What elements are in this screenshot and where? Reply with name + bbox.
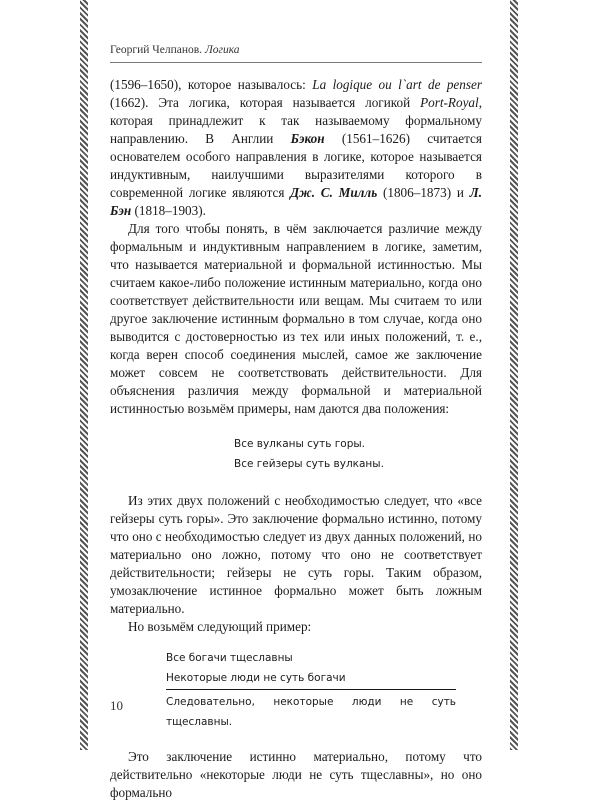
text-span: (1561–1626) считается основателем особого направления в логике, которое называется индуктивным, наилучшими выразителями которого в современной логике являются bbox=[110, 131, 482, 200]
running-header bbox=[110, 44, 482, 63]
book-title-french: La logique ou l`art de penser bbox=[312, 77, 482, 92]
name-bain: Л. Бэн bbox=[110, 185, 482, 218]
text-span: (1818–1903). bbox=[131, 203, 206, 218]
decorative-border-left bbox=[80, 0, 88, 750]
paragraph-3: Из этих двух положений с необходимостью следует, что «все гейзеры суть горы». Это заключение формально истинно, потому что оно с необходимостью следует из двух данных положений, но материально оно ложно, потому что оно не соответствует действительности; гейзеры не суть горы. Таким образом, умозаключение истинное формально может быть ложным материально. bbox=[110, 493, 482, 616]
text-span: , которая принадлежит к так называемому формальному направлению. В Англии bbox=[110, 95, 482, 146]
name-bacon: Бэкон bbox=[290, 131, 325, 146]
example-1 bbox=[110, 434, 482, 474]
text-span: (1662). Эта логика, которая называется логикой bbox=[110, 95, 421, 110]
page-number: 10 bbox=[110, 698, 123, 713]
header-author: Георгий Челпанов. bbox=[110, 44, 203, 56]
book-page bbox=[110, 0, 482, 800]
name-mill: Дж. С. Милль bbox=[290, 185, 378, 200]
premise-2: Некоторые люди не суть богачи bbox=[166, 668, 456, 690]
example-2-syllogism bbox=[166, 648, 456, 732]
example-1-line-2: Все гейзеры суть вулканы. bbox=[234, 458, 384, 470]
port-royal: Port-Royal bbox=[420, 95, 479, 110]
premise-1: Все богачи тщеславны bbox=[166, 652, 293, 664]
paragraph-4: Но возьмём следующий пример: bbox=[128, 619, 312, 634]
text-span: (1596–1650), которое называлось: bbox=[110, 77, 313, 92]
paragraph-1 bbox=[110, 76, 482, 220]
text-span: (1806–1873) и bbox=[377, 185, 470, 200]
header-title: Логика bbox=[204, 44, 240, 56]
example-1-line-1: Все вулканы суть горы. bbox=[234, 438, 366, 450]
paragraph-5: Это заключение истинно материально, потому что действительно «некоторые люди не суть тщеславны», но оно формально bbox=[110, 749, 482, 800]
decorative-border-right bbox=[510, 0, 518, 750]
body-text bbox=[110, 76, 482, 802]
conclusion: Следовательно, некоторые люди не суть тщеславны. bbox=[166, 696, 456, 728]
paragraph-2: Для того чтобы понять, в чём заключается различие между формальным и индуктивным направлением в логике, заметим, что называется материальной и формальной истинностью. Мы считаем какое-либо положение истинным материально, когда оно соответствует действительности или вещам. Мы считаем то или другое заключение истинным формально в том случае, когда оно выводится с достоверностью из тех или иных положений, т. е., когда верен способ соединения мыслей, самое же заключение может совсем не соответствовать действительности. Для объяснения различия между формальной и материальной истинностью возьмём примеры, нам даются два положения: bbox=[110, 221, 482, 416]
